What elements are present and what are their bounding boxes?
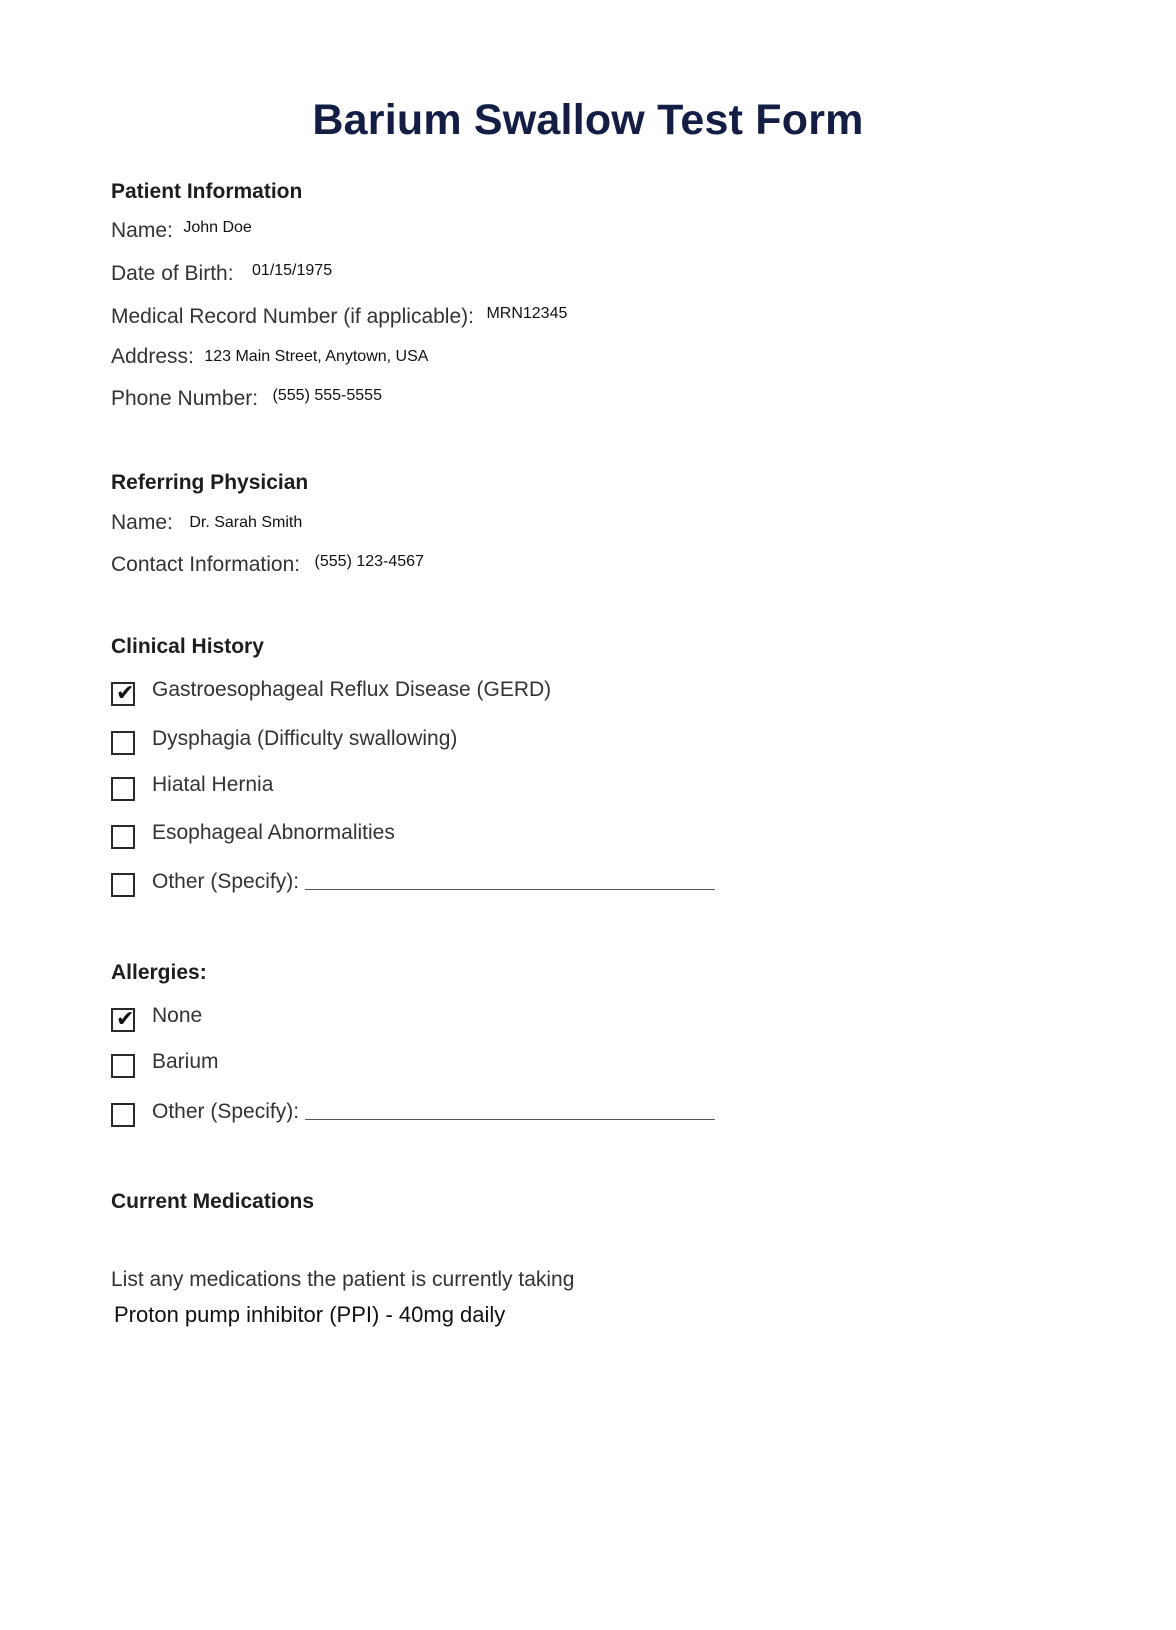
medications-instructions: List any medications the patient is currently taking: [111, 1268, 575, 1291]
medication-entry[interactable]: Proton pump inhibitor (PPI) - 40mg daily: [114, 1302, 506, 1327]
address-field: [111, 345, 428, 369]
clinical-history-option-label: Gastroesophageal Reflux Disease (GERD): [152, 678, 552, 701]
page-title: Barium Swallow Test Form: [312, 96, 864, 144]
phone-number-value[interactable]: (555) 555-5555: [272, 387, 382, 404]
allergies-other-wrap: [152, 1099, 715, 1124]
checkbox-checked[interactable]: [111, 682, 135, 706]
checkbox-checked[interactable]: [111, 1008, 135, 1032]
checkbox-unchecked[interactable]: [111, 825, 135, 849]
checkbox-unchecked[interactable]: [111, 1103, 135, 1127]
checkbox-unchecked[interactable]: [111, 873, 135, 897]
physician-name-label: Name:: [111, 511, 173, 534]
physician-name-value[interactable]: Dr. Sarah Smith: [189, 514, 303, 531]
clinical-history-heading: Clinical History: [111, 635, 264, 658]
clinical-history-option-label: Other (Specify):: [152, 870, 300, 893]
physician-name-field: [111, 511, 302, 535]
other-specify-line[interactable]: [305, 869, 715, 890]
phone-number-field: [111, 387, 382, 411]
clinical-history-other-wrap: [152, 869, 715, 894]
patient-name-label: Name:: [111, 219, 173, 242]
phone-number-label: Phone Number:: [111, 387, 259, 410]
checkmark-icon: ✔: [116, 1007, 135, 1032]
current-medications-heading: Current Medications: [111, 1190, 315, 1213]
patient-name-value[interactable]: John Doe: [183, 219, 252, 236]
allergies-option-label: None: [152, 1004, 203, 1027]
allergies-option-label: Barium: [152, 1050, 219, 1073]
medical-record-number-label: Medical Record Number (if applicable):: [111, 305, 474, 328]
address-value[interactable]: 123 Main Street, Anytown, USA: [204, 348, 429, 365]
clinical-history-option-label: Hiatal Hernia: [152, 773, 274, 796]
allergies-option-label: Other (Specify):: [152, 1100, 300, 1123]
date-of-birth-label: Date of Birth:: [111, 262, 234, 285]
physician-contact-value[interactable]: (555) 123-4567: [314, 553, 424, 570]
date-of-birth-field: [111, 262, 332, 286]
checkmark-icon: ✔: [116, 681, 135, 706]
allergies-heading: Allergies:: [111, 961, 207, 984]
physician-contact-field: [111, 553, 424, 577]
referring-physician-heading: Referring Physician: [111, 471, 309, 494]
medical-record-number-field: [111, 305, 567, 329]
patient-information-heading: Patient Information: [111, 180, 303, 203]
checkbox-unchecked[interactable]: [111, 731, 135, 755]
other-specify-line[interactable]: [305, 1099, 715, 1120]
medical-record-number-value[interactable]: MRN12345: [486, 305, 568, 322]
patient-name-field: [111, 219, 252, 243]
checkbox-unchecked[interactable]: [111, 777, 135, 801]
clinical-history-option-label: Esophageal Abnormalities: [152, 821, 395, 844]
date-of-birth-value[interactable]: 01/15/1975: [252, 262, 333, 279]
checkbox-unchecked[interactable]: [111, 1054, 135, 1078]
address-label: Address:: [111, 345, 194, 368]
physician-contact-label: Contact Information:: [111, 553, 301, 576]
clinical-history-option-label: Dysphagia (Difficulty swallowing): [152, 727, 458, 750]
